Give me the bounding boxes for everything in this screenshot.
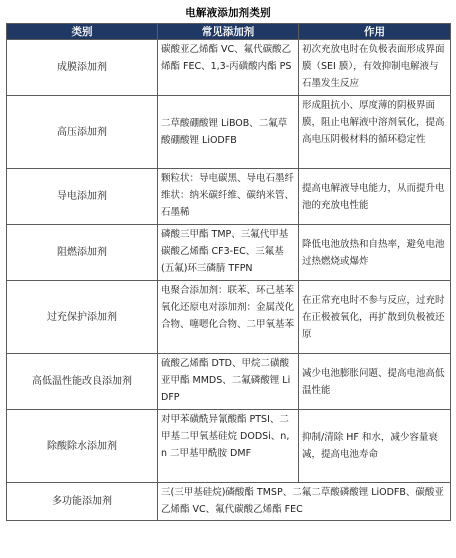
row-function: 形成阻抗小、厚度薄的阴极界面膜，阻止电解液中溶剂氧化，提高高电压阴极材料的循环稳定性: [299, 96, 451, 169]
row-function: 初次充放电时在负极表面形成界面膜（SEI 膜），有效抑制电解液与石墨发生反应: [299, 40, 451, 96]
table-row: [7, 225, 451, 281]
additive-table: [6, 23, 451, 521]
table-row: [7, 96, 451, 169]
header-additives: 常见添加剂: [158, 24, 299, 40]
row-category: 导电添加剂: [7, 169, 158, 225]
row-category: 高压添加剂: [7, 96, 158, 169]
table-row: [7, 354, 451, 410]
row-category: 多功能添加剂: [7, 483, 158, 521]
row-function: 抑制/清除 HF 和水，减少容量衰减，提高电池寿命: [299, 410, 451, 483]
row-function: 提高电解液导电能力，从而提升电池的充放电性能: [299, 169, 451, 225]
table-title: 电解液添加剂类别: [185, 7, 271, 19]
row-merged-additives: 三(三甲基硅烷)磷酸酯 TMSP、二氟二草酸磷酸锂 LiODFB、碳酸亚乙烯酯 VC、氟代碳酸乙烯酯 FEC: [158, 483, 451, 521]
row-category: 阻燃添加剂: [7, 225, 158, 281]
header-function: 作用: [299, 24, 451, 40]
table-row: [7, 483, 451, 521]
row-function: 在正常充电时不参与反应，过充时在正极被氧化，再扩散到负极被还原: [299, 281, 451, 354]
row-additives: 硫酸乙烯酯 DTD、甲烷二磺酸亚甲酯 MMDS、二氟磷酸锂 LiDFP: [158, 354, 299, 410]
row-additives: 碳酸亚乙烯酯 VC、氟代碳酸乙烯酯 FEC、1,3-丙磺酸内酯 PS: [158, 40, 299, 96]
table-header-row: [7, 24, 451, 40]
row-function: 减少电池膨胀问题、提高电池高低温性能: [299, 354, 451, 410]
row-additives: 电聚合添加剂：联苯、环己基苯氧化还原电对添加剂：金属茂化合物、噻嗯化合物、二甲氧基苯: [158, 281, 299, 354]
row-category: 高低温性能改良添加剂: [7, 354, 158, 410]
row-function: 降低电池放热和自热率，避免电池过热燃烧或爆炸: [299, 225, 451, 281]
row-category: 除酸除水添加剂: [7, 410, 158, 483]
row-additives: 磷酸三甲酯 TMP、三氟代甲基碳酸乙烯酯 CF3-EC、三氟基(五氟)环三磷腈 TFPN: [158, 225, 299, 281]
table-row: [7, 410, 451, 483]
row-category: 成膜添加剂: [7, 40, 158, 96]
row-additives: 对甲苯磺酰异氰酸酯 PTSI、二甲基二甲氧基硅烷 DODSi、n,n 二甲基甲酰胺 DMF: [158, 410, 299, 483]
table-row: [7, 281, 451, 354]
row-additives: 二草酸硼酸锂 LiBOB、二氟草酸硼酸锂 LiODFB: [158, 96, 299, 169]
table-row: [7, 169, 451, 225]
row-category: 过充保护添加剂: [7, 281, 158, 354]
header-category: 类别: [7, 24, 158, 40]
row-additives: 颗粒状：导电碳黑、导电石墨纤维状：纳米碳纤维、碳纳米管、石墨稀: [158, 169, 299, 225]
table-row: [7, 40, 451, 96]
